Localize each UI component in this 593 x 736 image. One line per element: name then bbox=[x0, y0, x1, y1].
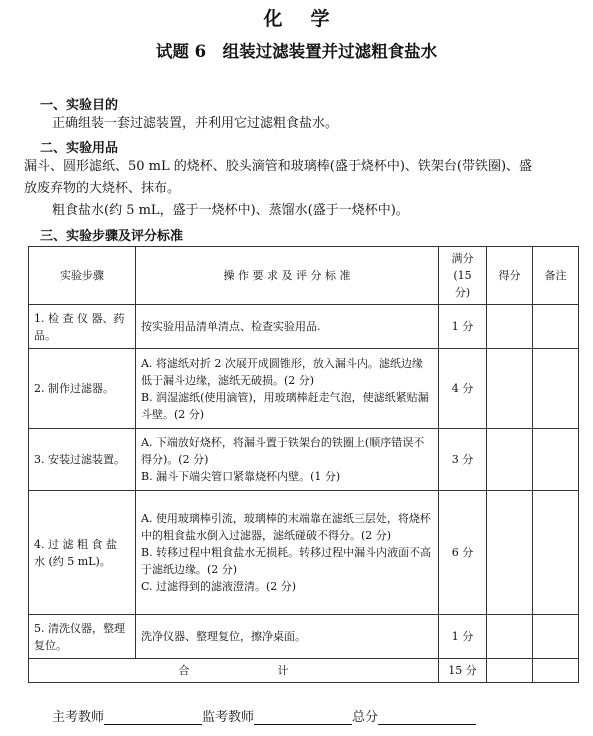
row-score-cell[interactable] bbox=[487, 349, 533, 429]
row-step: 1. 检 查 仪 器、药品。 bbox=[29, 305, 136, 349]
total-note-cell[interactable] bbox=[533, 659, 579, 683]
table-row bbox=[29, 349, 579, 429]
row-requirement: 按实验用品清单清点、检查实验用品. bbox=[136, 305, 439, 349]
total-score-field[interactable] bbox=[378, 710, 476, 725]
total-label: 合 计 bbox=[29, 659, 439, 683]
section-2-line-3: 粗食盐水(约 5 mL，盛于一烧杯中)、蒸馏水(盛于一烧杯中)。 bbox=[52, 203, 409, 218]
row-score-cell[interactable] bbox=[487, 429, 533, 491]
row-requirement: A. 下端放好烧杯，将漏斗置于铁架台的铁圈上(顺序错误不得分)。(2 分) B. 漏斗下端尖管口紧靠烧杯内壁。(1 分) bbox=[136, 429, 439, 491]
table-row bbox=[29, 305, 579, 349]
header-score: 得分 bbox=[487, 247, 533, 305]
row-step: 5. 清洗仪器，整理复位。 bbox=[29, 615, 136, 659]
row-step: 3. 安装过滤装置。 bbox=[29, 429, 136, 491]
total-full-score: 15 分 bbox=[439, 659, 487, 683]
row-requirement: 洗净仪器、整理复位，擦净桌面。 bbox=[136, 615, 439, 659]
table-row bbox=[29, 615, 579, 659]
row-full-score: 4 分 bbox=[439, 349, 487, 429]
row-step: 2. 制作过滤器。 bbox=[29, 349, 136, 429]
proctor-label: 监考教师 bbox=[202, 710, 255, 725]
total-score-label: 总分 bbox=[352, 710, 379, 725]
row-step: 4. 过 滤 粗 食 盐 水 (约 5 mL)。 bbox=[29, 491, 136, 615]
row-note-cell[interactable] bbox=[533, 615, 579, 659]
row-full-score: 6 分 bbox=[439, 491, 487, 615]
row-requirement: A. 将滤纸对折 2 次展开成圆锥形，放入漏斗内。滤纸边缘低于漏斗边缘，滤纸无破损。(2 分) B. 润湿滤纸(使用滴管)，用玻璃棒赶走气泡，使滤纸紧贴漏斗壁。(2 分) bbox=[136, 349, 439, 429]
section-1-heading: 一、实验目的 bbox=[40, 98, 119, 113]
section-1-text: 正确组装一套过滤装置，并利用它过滤粗食盐水。 bbox=[52, 116, 339, 131]
table-header-row bbox=[29, 247, 579, 305]
chief-examiner-field[interactable] bbox=[104, 710, 202, 725]
row-score-cell[interactable] bbox=[487, 305, 533, 349]
table-total-row bbox=[29, 659, 579, 683]
subject-title: 化学 bbox=[263, 8, 358, 30]
section-2-line-2: 放废弃物的大烧杯、抹布。 bbox=[24, 181, 181, 196]
row-score-cell[interactable] bbox=[487, 615, 533, 659]
header-requirement: 操 作 要 求 及 评 分 标 准 bbox=[136, 247, 439, 305]
section-2-line-1: 漏斗、圆形滤纸、50 mL 的烧杯、胶头滴管和玻璃棒(盛于烧杯中)、铁架台(带铁圈)、盛 bbox=[24, 159, 533, 174]
header-step: 实验步骤 bbox=[29, 247, 136, 305]
section-3-heading: 三、实验步骤及评分标准 bbox=[40, 229, 184, 244]
header-note: 备注 bbox=[533, 247, 579, 305]
row-note-cell[interactable] bbox=[533, 491, 579, 615]
row-full-score: 1 分 bbox=[439, 615, 487, 659]
section-2-heading: 二、实验用品 bbox=[40, 141, 119, 156]
scoring-table bbox=[28, 246, 579, 683]
total-score-cell[interactable] bbox=[487, 659, 533, 683]
row-full-score: 3 分 bbox=[439, 429, 487, 491]
signature-row bbox=[52, 706, 476, 725]
exam-title: 试题 6 组装过滤装置并过滤粗食盐水 bbox=[155, 42, 438, 61]
row-note-cell[interactable] bbox=[533, 305, 579, 349]
header-full-score: 满分 (15 分) bbox=[439, 247, 487, 305]
proctor-field[interactable] bbox=[254, 710, 352, 725]
row-full-score: 1 分 bbox=[439, 305, 487, 349]
chief-examiner-label: 主考教师 bbox=[52, 710, 105, 725]
table-row bbox=[29, 491, 579, 615]
table-row bbox=[29, 429, 579, 491]
row-note-cell[interactable] bbox=[533, 349, 579, 429]
row-requirement: A. 使用玻璃棒引流，玻璃棒的末端靠在滤纸三层处，将烧杯中的粗食盐水倒入过滤器，滤纸碰破不得分。(2 分) B. 转移过程中粗食盐水无损耗。转移过程中漏斗内液面不高于滤纸边缘。(2 分) C. 过滤得到的滤液澄清。(2 分) bbox=[136, 491, 439, 615]
row-score-cell[interactable] bbox=[487, 491, 533, 615]
row-note-cell[interactable] bbox=[533, 429, 579, 491]
